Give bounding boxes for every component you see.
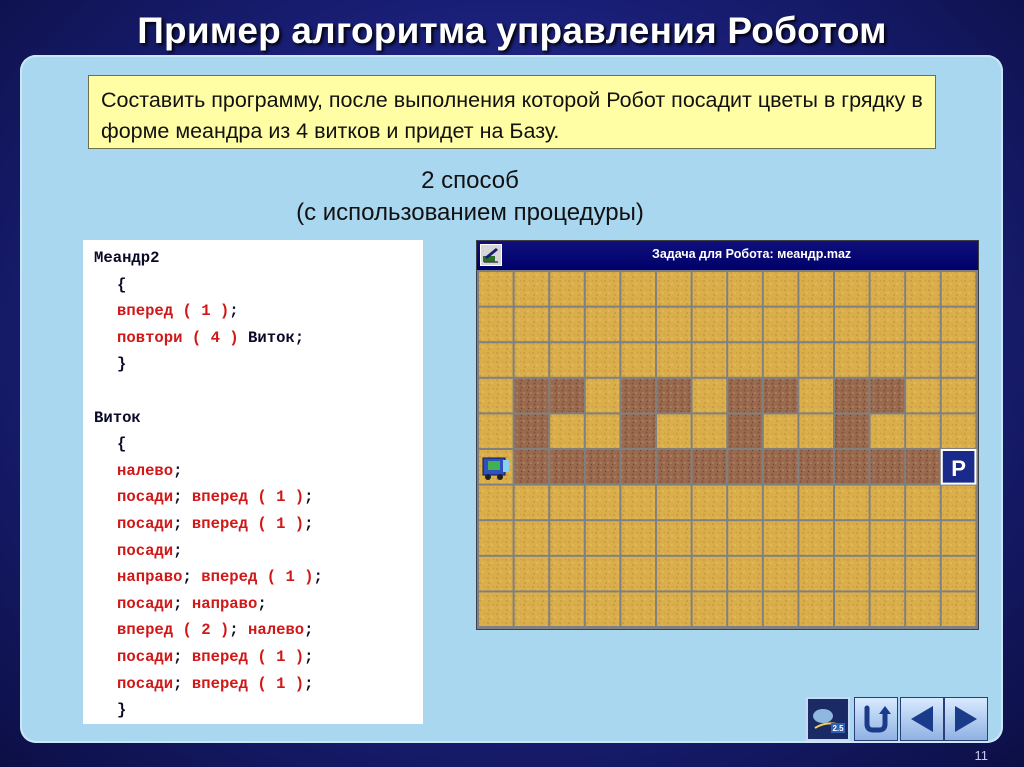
robot-app-icon xyxy=(809,700,847,738)
field-cell xyxy=(621,343,655,377)
field-cell xyxy=(764,486,798,520)
code-text: ; xyxy=(257,594,267,613)
code-keyword: посади xyxy=(117,647,174,666)
flower-bed-cell xyxy=(799,450,833,484)
field-cell xyxy=(799,343,833,377)
code-text: ; xyxy=(182,568,202,587)
field-cell xyxy=(728,272,762,306)
robot-field-grid xyxy=(477,270,978,629)
field-cell xyxy=(657,308,691,342)
field-cell xyxy=(942,592,976,626)
field-cell xyxy=(479,521,513,555)
robot-app-launch-button[interactable] xyxy=(806,697,850,741)
return-icon xyxy=(859,702,893,736)
flower-bed-cell xyxy=(515,414,549,448)
flower-bed-cell xyxy=(657,379,691,413)
program-code xyxy=(83,240,423,724)
field-cell xyxy=(871,308,905,342)
field-cell xyxy=(515,343,549,377)
code-keyword: вперед ( 1 ) xyxy=(201,568,314,587)
field-cell xyxy=(728,308,762,342)
flower-bed-cell xyxy=(764,450,798,484)
flower-bed-cell xyxy=(657,450,691,484)
code-keyword: посади xyxy=(117,594,174,613)
field-cell xyxy=(657,486,691,520)
field-cell xyxy=(479,379,513,413)
field-cell xyxy=(479,486,513,520)
field-cell xyxy=(871,521,905,555)
flower-bed-cell xyxy=(906,450,940,484)
field-cell xyxy=(728,557,762,591)
field-cell xyxy=(586,414,620,448)
field-cell xyxy=(764,414,798,448)
code-line xyxy=(94,298,423,325)
field-cell xyxy=(693,379,727,413)
code-keyword: налево xyxy=(248,621,305,640)
field-cell xyxy=(515,308,549,342)
field-cell xyxy=(871,272,905,306)
field-cell xyxy=(479,308,513,342)
field-cell xyxy=(764,272,798,306)
field-cell xyxy=(906,592,940,626)
field-cell xyxy=(586,521,620,555)
code-text: Виток xyxy=(94,408,141,427)
field-cell xyxy=(657,414,691,448)
field-cell xyxy=(657,521,691,555)
code-text: ; xyxy=(173,461,183,480)
return-button[interactable] xyxy=(854,697,898,741)
field-cell xyxy=(871,486,905,520)
flower-bed-cell xyxy=(728,414,762,448)
code-line xyxy=(94,378,423,405)
field-cell xyxy=(586,592,620,626)
field-cell xyxy=(728,521,762,555)
field-cell xyxy=(764,343,798,377)
code-text: Виток; xyxy=(248,328,305,347)
field-cell xyxy=(728,343,762,377)
field-cell xyxy=(515,486,549,520)
field-cell xyxy=(799,521,833,555)
code-text: ; xyxy=(173,647,192,666)
field-cell xyxy=(799,486,833,520)
code-keyword: повтори ( 4 ) xyxy=(117,328,249,347)
field-cell xyxy=(799,379,833,413)
field-cell xyxy=(693,557,727,591)
field-cell xyxy=(693,592,727,626)
field-cell xyxy=(657,592,691,626)
task-text: Составить программу, после выполнения которой Робот посадит цветы в грядку в форме меандра из 4 витков и придет на Базу. xyxy=(101,88,923,143)
field-cell xyxy=(942,414,976,448)
code-text: } xyxy=(117,355,127,374)
field-cell xyxy=(871,557,905,591)
method-title: 2 способ xyxy=(421,167,519,194)
field-cell xyxy=(657,272,691,306)
flower-bed-cell xyxy=(835,379,869,413)
window-titlebar xyxy=(477,241,978,270)
code-keyword: направо xyxy=(117,568,183,587)
field-cell xyxy=(621,557,655,591)
code-line xyxy=(94,591,423,618)
field-cell xyxy=(799,592,833,626)
code-text: ; xyxy=(304,647,314,666)
code-keyword: вперед ( 1 ) xyxy=(117,302,230,321)
code-line xyxy=(94,458,423,485)
base-marker xyxy=(942,450,976,484)
field-cell xyxy=(693,343,727,377)
code-text: { xyxy=(117,435,127,454)
field-cell xyxy=(550,272,584,306)
code-text: ; xyxy=(304,621,314,640)
field-cell xyxy=(942,343,976,377)
code-keyword: вперед ( 2 ) xyxy=(117,621,230,640)
field-cell xyxy=(586,343,620,377)
code-text: ; xyxy=(173,541,183,560)
field-cell xyxy=(728,486,762,520)
code-keyword: посади xyxy=(117,488,174,507)
field-cell xyxy=(906,557,940,591)
code-text: } xyxy=(117,701,127,720)
field-cell xyxy=(906,486,940,520)
field-cell xyxy=(693,521,727,555)
code-line xyxy=(94,405,423,432)
field-cell xyxy=(550,592,584,626)
field-cell xyxy=(942,557,976,591)
code-text: ; xyxy=(304,674,314,693)
field-cell xyxy=(515,557,549,591)
code-line xyxy=(94,511,423,538)
field-cell xyxy=(621,486,655,520)
slide-number: 11 xyxy=(974,748,988,763)
field-cell xyxy=(621,521,655,555)
field-cell xyxy=(515,592,549,626)
code-line xyxy=(94,671,423,698)
robot-app-icon[interactable] xyxy=(480,244,502,266)
field-cell xyxy=(621,308,655,342)
field-cell xyxy=(693,272,727,306)
code-keyword: посади xyxy=(117,674,174,693)
field-cell xyxy=(799,308,833,342)
field-cell xyxy=(764,557,798,591)
field-cell xyxy=(693,414,727,448)
field-cell xyxy=(942,521,976,555)
code-keyword: направо xyxy=(191,594,258,613)
code-text: ; xyxy=(173,488,192,507)
field-cell xyxy=(550,343,584,377)
field-cell xyxy=(515,521,549,555)
field-cell xyxy=(906,343,940,377)
code-line xyxy=(94,431,423,458)
code-text: ; xyxy=(304,514,314,533)
window-title: Задача для Робота: меандр.maz xyxy=(652,247,852,261)
slide-title: Пример алгоритма управления Роботом xyxy=(137,10,887,51)
flower-bed-cell xyxy=(550,379,584,413)
code-text: ; xyxy=(229,302,239,321)
flower-bed-cell xyxy=(550,450,584,484)
field-cell xyxy=(479,272,513,306)
code-line xyxy=(94,325,423,352)
field-cell xyxy=(621,272,655,306)
field-cell xyxy=(657,343,691,377)
field-cell xyxy=(550,521,584,555)
code-keyword: вперед ( 1 ) xyxy=(191,674,305,693)
field-cell xyxy=(479,557,513,591)
code-text: Меандр2 xyxy=(94,249,160,267)
field-cell xyxy=(942,272,976,306)
field-cell xyxy=(764,592,798,626)
field-cell xyxy=(799,272,833,306)
previous-slide-button[interactable] xyxy=(900,697,944,741)
field-cell xyxy=(621,592,655,626)
code-keyword: вперед ( 1 ) xyxy=(191,514,305,533)
method-caption xyxy=(240,165,700,229)
field-cell xyxy=(764,308,798,342)
code-line xyxy=(94,617,423,644)
field-cell xyxy=(479,592,513,626)
field-cell xyxy=(550,557,584,591)
flower-bed-cell xyxy=(621,414,655,448)
field-cell xyxy=(835,592,869,626)
prev-icon xyxy=(905,702,939,736)
base-label: P xyxy=(951,456,966,481)
code-line xyxy=(94,484,423,511)
code-line xyxy=(94,564,423,591)
field-cell xyxy=(906,379,940,413)
field-cell xyxy=(728,592,762,626)
field-cell xyxy=(799,557,833,591)
field-cell xyxy=(835,521,869,555)
code-keyword: вперед ( 1 ) xyxy=(191,647,305,666)
flower-bed-cell xyxy=(621,450,655,484)
field-cell xyxy=(586,379,620,413)
code-line xyxy=(94,245,423,272)
field-cell xyxy=(835,557,869,591)
flower-bed-cell xyxy=(515,379,549,413)
flower-bed-cell xyxy=(871,379,905,413)
field-cell xyxy=(586,272,620,306)
field-cell xyxy=(764,521,798,555)
code-line xyxy=(94,697,423,724)
field-cell xyxy=(515,272,549,306)
field-cell xyxy=(906,272,940,306)
field-cell xyxy=(586,308,620,342)
task-statement xyxy=(88,75,936,149)
flower-bed-cell xyxy=(586,450,620,484)
flower-bed-cell xyxy=(728,450,762,484)
field-cell xyxy=(835,343,869,377)
field-cell xyxy=(835,308,869,342)
field-cell xyxy=(906,414,940,448)
field-cell xyxy=(693,308,727,342)
method-subtitle: (с использованием процедуры) xyxy=(296,199,644,226)
field-cell xyxy=(657,557,691,591)
code-text: ; xyxy=(313,568,323,587)
code-line xyxy=(94,644,423,671)
next-icon xyxy=(949,702,983,736)
next-slide-button[interactable] xyxy=(944,697,988,741)
flower-bed-cell xyxy=(835,450,869,484)
code-line xyxy=(94,351,423,378)
field-cell xyxy=(942,308,976,342)
code-line xyxy=(94,538,423,565)
field-cell xyxy=(586,486,620,520)
flower-bed-cell xyxy=(871,450,905,484)
code-keyword: посади xyxy=(117,541,174,560)
code-text: ; xyxy=(173,674,192,693)
field-cell xyxy=(942,486,976,520)
field-cell xyxy=(693,486,727,520)
field-cell xyxy=(586,557,620,591)
field-cell xyxy=(835,272,869,306)
field-cell xyxy=(550,414,584,448)
flower-bed-cell xyxy=(621,379,655,413)
field-cell xyxy=(942,379,976,413)
field-cell xyxy=(871,592,905,626)
field-cell xyxy=(550,486,584,520)
flower-bed-cell xyxy=(693,450,727,484)
code-text: ; xyxy=(173,514,192,533)
robot-task-window xyxy=(476,240,979,630)
flower-bed-cell xyxy=(515,450,549,484)
code-text: ; xyxy=(304,488,314,507)
code-keyword: налево xyxy=(117,461,174,480)
code-line xyxy=(94,272,423,299)
field-cell xyxy=(835,486,869,520)
flower-bed-cell xyxy=(835,414,869,448)
field-cell xyxy=(906,521,940,555)
flower-bed-cell xyxy=(764,379,798,413)
field-cell xyxy=(479,343,513,377)
code-keyword: посади xyxy=(117,514,174,533)
field-cell xyxy=(906,308,940,342)
flower-bed-cell xyxy=(728,379,762,413)
field-cell xyxy=(871,414,905,448)
field-cell xyxy=(799,414,833,448)
code-text: ; xyxy=(229,621,249,640)
app-version: 2.5 xyxy=(832,724,844,733)
code-keyword: вперед ( 1 ) xyxy=(191,488,305,507)
code-text: { xyxy=(117,275,127,294)
field-cell xyxy=(479,414,513,448)
field-cell xyxy=(550,308,584,342)
field-cell xyxy=(871,343,905,377)
code-text: ; xyxy=(173,594,192,613)
